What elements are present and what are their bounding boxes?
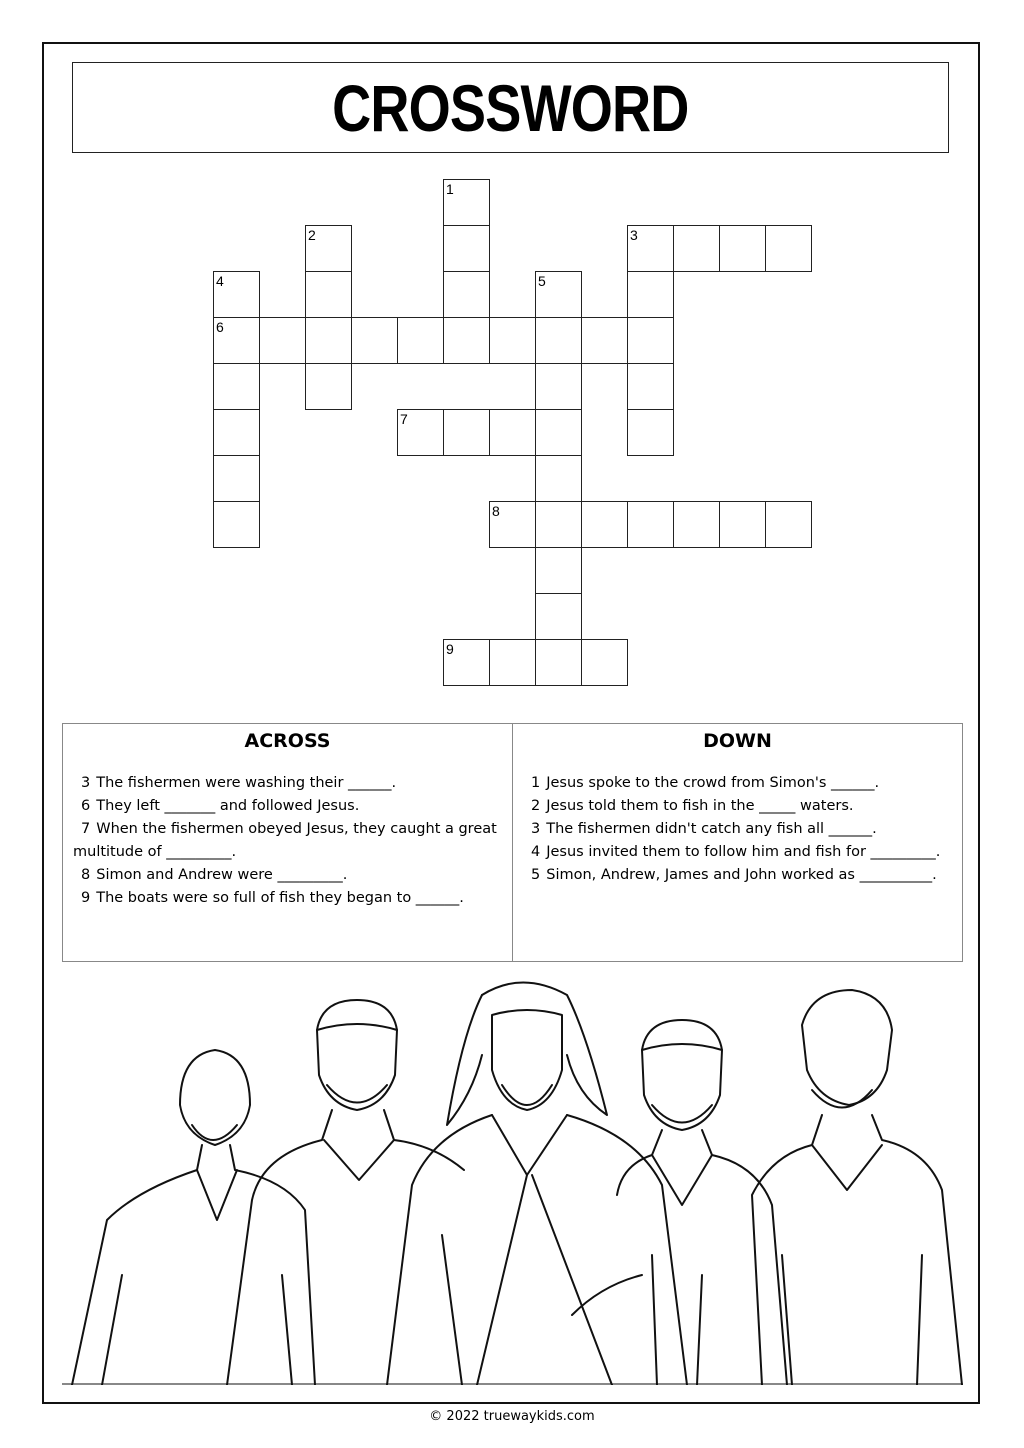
across-clue bbox=[73, 772, 502, 795]
clue-number: 4 bbox=[531, 844, 541, 860]
title-box bbox=[72, 62, 949, 153]
grid-cell[interactable] bbox=[443, 639, 490, 686]
grid-cell[interactable] bbox=[305, 225, 352, 272]
grid-cell[interactable] bbox=[213, 317, 260, 364]
clue-number: 1 bbox=[446, 181, 454, 197]
grid-cell[interactable] bbox=[305, 317, 352, 364]
grid-cell[interactable] bbox=[535, 547, 582, 594]
grid-cell[interactable] bbox=[673, 225, 720, 272]
grid-cell[interactable] bbox=[305, 363, 352, 410]
grid-cell[interactable] bbox=[673, 501, 720, 548]
across-clue bbox=[73, 795, 502, 818]
grid-cell[interactable] bbox=[581, 317, 628, 364]
clue-number: 1 bbox=[531, 775, 541, 791]
grid-cell[interactable] bbox=[213, 501, 260, 548]
grid-cell[interactable] bbox=[443, 271, 490, 318]
grid-cell[interactable] bbox=[765, 501, 812, 548]
down-clue bbox=[523, 864, 952, 887]
clue-text: When the fishermen obeyed Jesus, they caught a great multitude of _________. bbox=[73, 821, 497, 860]
grid-cell[interactable] bbox=[397, 409, 444, 456]
figure-center bbox=[387, 983, 687, 1386]
grid-cell[interactable] bbox=[489, 501, 536, 548]
grid-cell[interactable] bbox=[443, 409, 490, 456]
clue-text: Simon and Andrew were _________. bbox=[96, 867, 348, 883]
down-clue-list bbox=[523, 772, 952, 887]
grid-cell[interactable] bbox=[627, 501, 674, 548]
across-heading: ACROSS bbox=[244, 730, 331, 752]
grid-cell[interactable] bbox=[581, 501, 628, 548]
clue-number: 4 bbox=[216, 273, 224, 289]
grid-cell[interactable] bbox=[627, 409, 674, 456]
grid-cell[interactable] bbox=[581, 639, 628, 686]
clue-number: 9 bbox=[81, 890, 91, 906]
grid-cell[interactable] bbox=[719, 501, 766, 548]
across-clue-list bbox=[73, 772, 502, 910]
clue-number: 7 bbox=[81, 821, 91, 837]
grid-cell[interactable] bbox=[627, 363, 674, 410]
clue-text: The boats were so full of fish they began to ______. bbox=[96, 890, 464, 906]
down-heading: DOWN bbox=[703, 730, 772, 752]
grid-cell[interactable] bbox=[489, 639, 536, 686]
grid-cell[interactable] bbox=[443, 317, 490, 364]
across-clue bbox=[73, 887, 502, 910]
clues-table bbox=[62, 723, 963, 962]
grid-cell[interactable] bbox=[259, 317, 306, 364]
clue-number: 2 bbox=[531, 798, 541, 814]
figure-mid-left bbox=[227, 1000, 464, 1385]
grid-cell[interactable] bbox=[627, 271, 674, 318]
clue-text: Jesus told them to fish in the _____ waters. bbox=[546, 798, 854, 814]
clue-text: Jesus invited them to follow him and fish for _________. bbox=[546, 844, 941, 860]
clue-number: 9 bbox=[446, 641, 454, 657]
across-clue bbox=[73, 818, 502, 864]
disciples-illustration bbox=[62, 975, 963, 1385]
clue-number: 5 bbox=[531, 867, 541, 883]
down-clue bbox=[523, 841, 952, 864]
clue-text: They left _______ and followed Jesus. bbox=[96, 798, 360, 814]
grid-cell[interactable] bbox=[627, 225, 674, 272]
page-title: CROSSWORD bbox=[332, 70, 689, 145]
grid-cell[interactable] bbox=[489, 409, 536, 456]
clue-number: 7 bbox=[400, 411, 408, 427]
clue-number: 3 bbox=[630, 227, 638, 243]
figure-left bbox=[72, 1050, 315, 1385]
grid-cell[interactable] bbox=[351, 317, 398, 364]
copyright-footer: © 2022 truewaykids.com bbox=[429, 1409, 595, 1424]
grid-cell[interactable] bbox=[213, 455, 260, 502]
figure-mid-right bbox=[617, 1020, 787, 1385]
down-column bbox=[512, 724, 962, 961]
grid-cell[interactable] bbox=[719, 225, 766, 272]
grid-cell[interactable] bbox=[535, 363, 582, 410]
grid-cell[interactable] bbox=[305, 271, 352, 318]
grid-cell[interactable] bbox=[443, 225, 490, 272]
clue-number: 8 bbox=[492, 503, 500, 519]
clue-text: Simon, Andrew, James and John worked as __________. bbox=[546, 867, 937, 883]
grid-cell[interactable] bbox=[765, 225, 812, 272]
grid-cell[interactable] bbox=[443, 179, 490, 226]
grid-cell[interactable] bbox=[535, 271, 582, 318]
grid-cell[interactable] bbox=[535, 409, 582, 456]
grid-cell[interactable] bbox=[535, 455, 582, 502]
clue-text: The fishermen were washing their ______. bbox=[96, 775, 397, 791]
grid-cell[interactable] bbox=[213, 271, 260, 318]
figure-right bbox=[752, 990, 962, 1385]
clue-number: 6 bbox=[81, 798, 91, 814]
clue-number: 6 bbox=[216, 319, 224, 335]
clue-text: The fishermen didn't catch any fish all ______. bbox=[546, 821, 877, 837]
grid-cell[interactable] bbox=[213, 363, 260, 410]
down-clue bbox=[523, 772, 952, 795]
clue-number: 5 bbox=[538, 273, 546, 289]
clue-number: 8 bbox=[81, 867, 91, 883]
grid-cell[interactable] bbox=[627, 317, 674, 364]
grid-cell[interactable] bbox=[535, 501, 582, 548]
clue-text: Jesus spoke to the crowd from Simon's ______. bbox=[546, 775, 880, 791]
clue-number: 3 bbox=[81, 775, 91, 791]
down-clue bbox=[523, 818, 952, 841]
grid-cell[interactable] bbox=[213, 409, 260, 456]
across-column bbox=[63, 724, 512, 961]
grid-cell[interactable] bbox=[535, 317, 582, 364]
clue-number: 3 bbox=[531, 821, 541, 837]
down-clue bbox=[523, 795, 952, 818]
across-clue bbox=[73, 864, 502, 887]
clue-number: 2 bbox=[308, 227, 316, 243]
grid-cell[interactable] bbox=[535, 639, 582, 686]
grid-cell[interactable] bbox=[535, 593, 582, 640]
grid-cell[interactable] bbox=[397, 317, 444, 364]
grid-cell[interactable] bbox=[489, 317, 536, 364]
